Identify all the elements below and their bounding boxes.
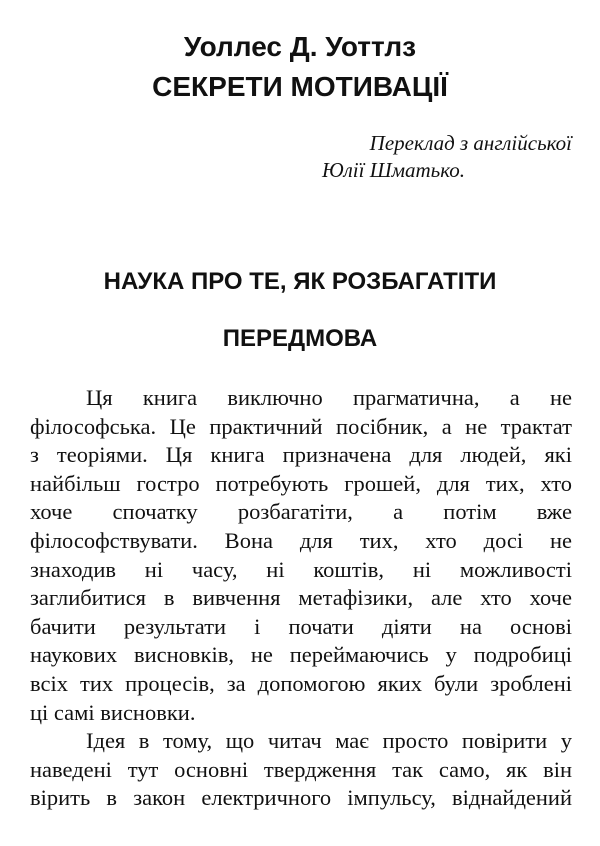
text-line: ці самі висновки. — [30, 699, 196, 725]
text-line: всіх тих процесів, за допомогою яких були зроблені — [30, 670, 572, 696]
translation-credit: Переклад з англійської — [369, 131, 572, 155]
chapter-title: ПЕРЕДМОВА — [222, 325, 378, 352]
text-line: філософствувати. Вона для тих, хто досі не — [30, 527, 572, 553]
text-line: наукових висновків, не переймаючись у подробиці — [30, 642, 572, 668]
book-title: СЕКРЕТИ МОТИВАЦІЇ — [152, 71, 448, 102]
paragraph — [30, 384, 572, 727]
text-line: з теоріями. Ця книга призначена для людей, які — [30, 442, 572, 468]
text-line: Ідея в тому, що читач має просто повірити у — [86, 728, 572, 754]
text-line: найбільш гостро потребують грошей, для тих, хто — [30, 470, 572, 496]
text-line: знаходив ні часу, ні коштів, ні можливості — [30, 556, 572, 582]
author-name: Уоллес Д. Уоттлз — [183, 31, 417, 62]
text-line: Ця книга виключно прагматична, а не — [86, 385, 572, 410]
translator-name: Юлії Шматько. — [321, 158, 465, 182]
paragraph — [30, 727, 572, 813]
section-title: НАУКА ПРО ТЕ, ЯК РОЗБАГАТІТИ — [103, 268, 497, 295]
text-line: вірить в закон електричного імпульсу, віднайдений — [30, 785, 572, 811]
text-line: філософська. Це практичний посібник, а не трактат — [30, 413, 572, 439]
text-line: заглибитися в вивчення метафізики, але хто хоче — [30, 585, 572, 611]
body-text — [30, 384, 572, 813]
text-line: наведені тут основні твердження так само, як він — [30, 756, 572, 782]
text-line: бачити результати і почати діяти на основі — [30, 613, 572, 639]
text-line: хоче спочатку розбагатіти, а потім вже — [30, 499, 572, 525]
